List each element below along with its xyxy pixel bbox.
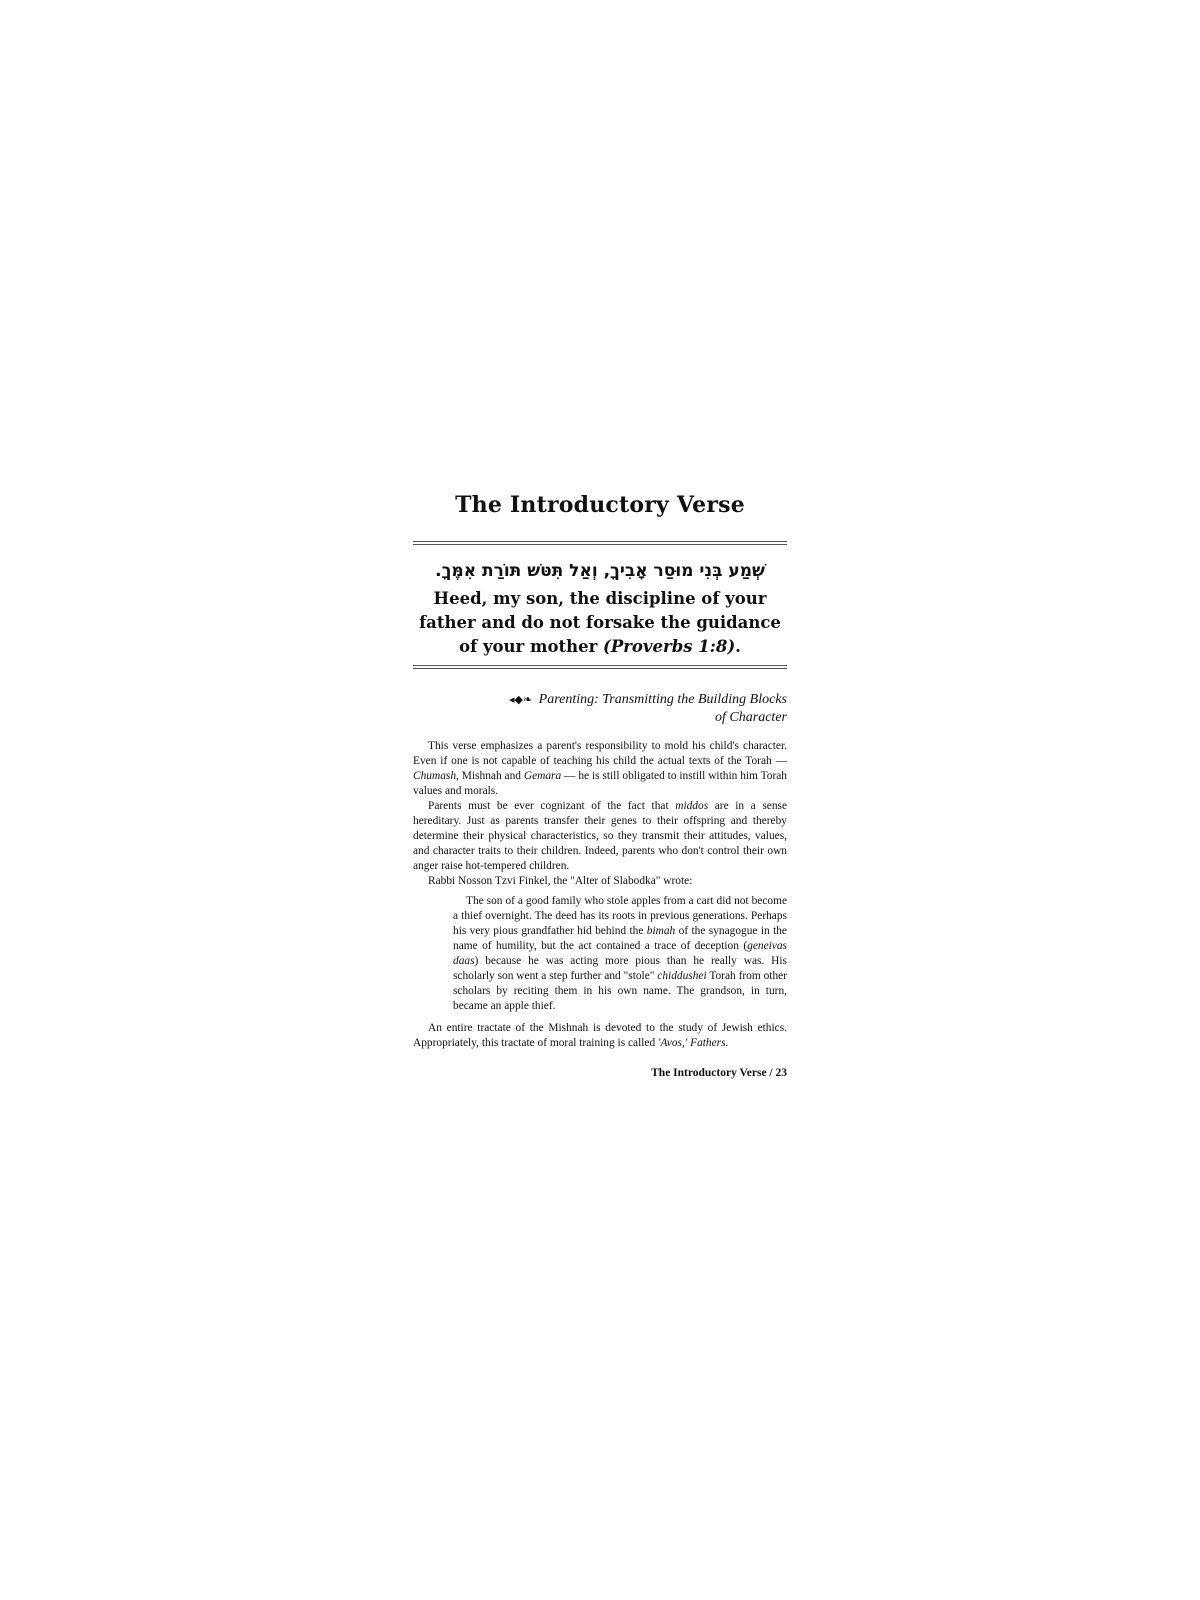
section-heading-line2: of Character bbox=[715, 710, 787, 725]
hebrew-verse: שְׁמַע בְּנִי מוּסַר אָבִיךָ, וְאַל תִּטּשׁ תּוֹרַת אִמֶּךָ. bbox=[435, 561, 765, 581]
p1-text-1: This verse emphasizes a parent's responsibility to mold his child's character. Even if one is not capable of teaching his child the actual texts of the Torah — bbox=[413, 740, 787, 767]
running-footer: The Introductory Verse / 23 bbox=[651, 1067, 787, 1079]
book-page bbox=[413, 490, 787, 1081]
section-heading bbox=[413, 691, 787, 727]
p4-text-2: . bbox=[725, 1037, 729, 1049]
quote-italic-geneivas-daas: geneivas daas bbox=[453, 940, 787, 967]
p1-italic-gemara: Gemara bbox=[523, 770, 562, 782]
quote-italic-bimah: bimah bbox=[646, 925, 676, 937]
verse-source: (Proverbs 1:8) bbox=[603, 637, 736, 656]
p3-text-1: Rabbi Nosson Tzvi Finkel, the "Alter of Slabodka" wrote: bbox=[428, 875, 693, 887]
quote-text-2: of the synagogue in the name of humility, but the act contained a trace of deception ( bbox=[453, 925, 787, 952]
bottom-double-rule bbox=[413, 665, 787, 669]
p4-italic-avos-fathers: 'Avos,' Fathers bbox=[658, 1037, 726, 1049]
section-heading-line1: Parenting: Transmitting the Building Blocks bbox=[538, 692, 787, 707]
paragraph-2 bbox=[413, 799, 787, 874]
p4-text-1: An entire tractate of the Mishnah is devoted to the study of Jewish ethics. Appropriately, this tractate of moral training is called bbox=[413, 1022, 787, 1049]
top-double-rule bbox=[413, 541, 787, 545]
paragraph-1 bbox=[413, 739, 787, 799]
translation-period: . bbox=[735, 637, 741, 656]
translation-text: Heed, my son, the discipline of your father and do not forsake the guidance of your mother bbox=[419, 589, 781, 656]
p1-text-3: — he is still obligated to instill within him Torah values and morals. bbox=[413, 770, 787, 797]
p1-italic-chumash: Chumash bbox=[413, 770, 457, 782]
paragraph-3 bbox=[413, 874, 787, 889]
p2-text-2: are in a sense hereditary. Just as parents transfer their genes to their offspring and thereby determine their physical characteristics, so they transmit their attitudes, values, and character traits to their children. Indeed, parents who don't control their own anger raise hot-tempered children. bbox=[413, 800, 788, 872]
quote-italic-chiddushei: chiddushei bbox=[657, 970, 707, 982]
quote-paragraph bbox=[453, 894, 787, 1014]
p2-text-1: Parents must be ever cognizant of the fact that bbox=[428, 800, 676, 812]
paragraph-4 bbox=[413, 1021, 787, 1051]
quote-text-1: The son of a good family who stole apples from a cart did not become a thief overnight. The deed has its roots in previous generations. Perhaps his very pious grandfather hid behind the bbox=[453, 895, 787, 937]
quote-text-3: ) because he was acting more pious than he really was. His scholarly son went a step further and "stole" bbox=[453, 955, 787, 982]
quote-text-4: Torah from other scholars by reciting them in his own name. The grandson, in turn, became an apple thief. bbox=[453, 970, 787, 1012]
chapter-title: The Introductory Verse bbox=[455, 492, 745, 518]
verse-translation bbox=[413, 587, 787, 659]
p1-text-2: , Mishnah and bbox=[456, 770, 524, 782]
p2-italic-middos: middos bbox=[675, 800, 709, 812]
section-ornament-icon: ◂◆❧ bbox=[508, 693, 533, 706]
block-quote bbox=[453, 894, 787, 1014]
body-text bbox=[413, 739, 787, 1051]
